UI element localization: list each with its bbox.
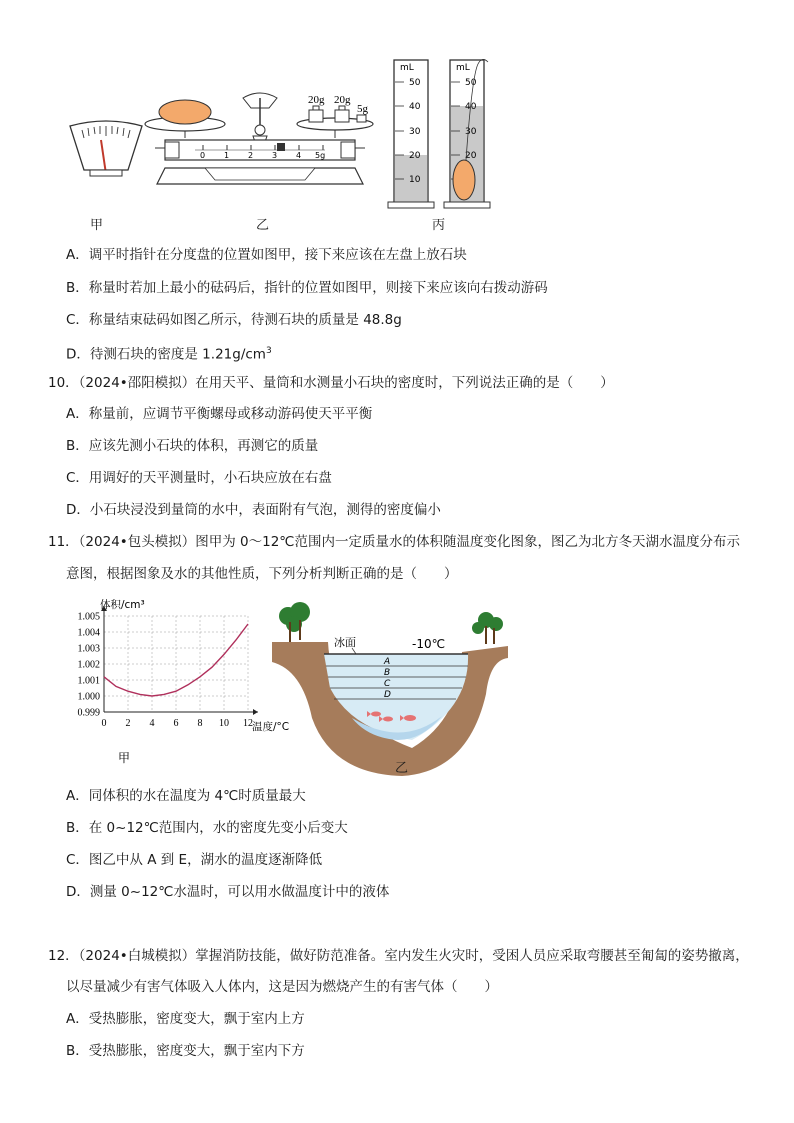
y-tick-label: 1.003: [77, 643, 100, 655]
q10-stem: 10．（2024•邵阳模拟）在用天平、量筒和水测量小石块的密度时，下列说法正确的是（ ）: [48, 375, 614, 391]
unit-label: mL: [456, 63, 470, 73]
q12-stem-line1: 12．（2024•白城模拟）掌握消防技能，做好防范准备。室内发生火灾时，受困人员应采取弯腰甚至匍匐的姿势撤离，: [48, 948, 749, 964]
cyl-tick: 40: [409, 102, 421, 112]
q11-option-c: C．图乙中从 A 到 E，湖水的温度逐渐降低: [66, 852, 323, 868]
q10-option-d: D．小石块浸没到量筒的水中，表面附有气泡，测得的密度偏小: [66, 502, 441, 518]
rider: [277, 143, 285, 151]
cyl-tick: 40: [465, 102, 477, 112]
q12-option-a: A．受热膨胀，密度变大，飘于室内上方: [66, 1011, 305, 1027]
y-tick-label: 1.002: [77, 659, 100, 671]
x-tick-label: 12: [243, 718, 253, 729]
layer-label: C: [384, 679, 391, 689]
cyl-tick: 30: [465, 127, 477, 137]
scale-tick-label: 3: [272, 151, 278, 160]
q11-option-a: A．同体积的水在温度为 4℃时质量最大: [66, 788, 306, 804]
x-tick-label: 0: [101, 718, 107, 729]
q12-stem-line2: 以尽量减少有害气体吸入人体内，这是因为燃烧产生的有害气体（ ）: [66, 979, 498, 995]
cyl-tick: 20: [409, 151, 421, 161]
y-tick-label: 1.005: [77, 611, 100, 623]
x-axis-arrow: [253, 709, 258, 715]
layer-label: D: [384, 690, 391, 700]
chart-fig-label: 甲: [118, 751, 131, 765]
fig-label-jia: 甲: [90, 218, 104, 233]
balance-figure: [145, 88, 375, 190]
x-tick-label: 6: [173, 718, 179, 729]
cylinder-figure: [388, 56, 498, 212]
y-tick-label: 1.001: [77, 675, 100, 687]
x-tick-label: 8: [197, 718, 203, 729]
fig-label-bing: 丙: [432, 218, 446, 233]
weight-label: 20g: [334, 94, 351, 106]
y-axis-label: 体积/cm³: [100, 599, 145, 611]
scale-tick-label: 1: [224, 151, 230, 160]
q10-option-a: A．称量前，应调节平衡螺母或移动游码使天平平衡: [66, 406, 373, 422]
y-tick-label: 1.000: [77, 691, 100, 703]
y-tick-label: 1.004: [77, 627, 100, 639]
q9-option-d-text: D．待测石块的密度是 1.21g/cm: [66, 346, 266, 363]
q12-option-b: B．受热膨胀，密度变大，飘于室内下方: [66, 1043, 305, 1059]
q9-option-d-sup: 3: [265, 346, 272, 356]
q9-option-b: B．称量时若加上最小的砝码后，指针的位置如图甲，则接下来应该向右拨动游码: [66, 280, 548, 296]
q10-option-c: C．用调好的天平测量时，小石块应放在右盘: [66, 470, 332, 486]
x-tick-label: 10: [219, 718, 229, 729]
unit-label: mL: [400, 63, 414, 73]
cyl-tick: 50: [409, 78, 421, 88]
scale-tick-label: 2: [248, 151, 254, 160]
lake-figure: [272, 598, 508, 778]
cyl-tick: 20: [465, 151, 477, 161]
layer-label: B: [384, 668, 391, 678]
scale-tick-label: 0: [200, 151, 206, 160]
ice-label: 冰面: [334, 636, 356, 649]
cyl-tick: 30: [409, 127, 421, 137]
fig-label-lake: 乙: [395, 761, 409, 776]
x-tick-label: 4: [149, 718, 155, 729]
cyl-tick: 10: [409, 175, 421, 185]
q11-stem-line1: 11．（2024•包头模拟）图甲为 0～12℃范围内一定质量水的体积随温度变化图象，图乙为北方冬天湖水温度分布示: [48, 534, 740, 550]
scale-tick-label: 5g: [315, 151, 326, 160]
cyl-tick: 50: [465, 78, 477, 88]
air-temp-label: -10℃: [412, 637, 446, 651]
q9-option-c: C．称量结束砝码如图乙所示，待测石块的质量是 48.8g: [66, 312, 402, 328]
q9-option-d: [66, 342, 272, 364]
fig-label-yi: 乙: [256, 218, 270, 233]
q11-option-b: B．在 0~12℃范围内，水的密度先变小后变大: [66, 820, 348, 836]
scale-tick-label: 4: [296, 151, 302, 160]
dial-figure: [66, 118, 146, 184]
q11-option-d: D．测量 0~12℃水温时，可以用水做温度计中的液体: [66, 884, 390, 900]
q9-option-a: A．调平时指针在分度盘的位置如图甲，接下来应该在左盘上放石块: [66, 247, 467, 263]
x-tick-label: 2: [125, 718, 131, 729]
x-axis-label: 温度/°C: [252, 721, 290, 733]
layer-label: A: [384, 657, 391, 667]
q11-stem-line2: 意图，根据图象及水的其他性质，下列分析判断正确的是（ ）: [66, 566, 458, 582]
weight-label: 20g: [308, 94, 325, 106]
y-tick-label: 0.999: [77, 707, 100, 719]
q10-option-b: B．应该先测小石块的体积，再测它的质量: [66, 438, 319, 454]
weight-label: 5g: [357, 103, 368, 115]
stone: [453, 160, 475, 200]
volume-temperature-chart: [60, 594, 290, 770]
